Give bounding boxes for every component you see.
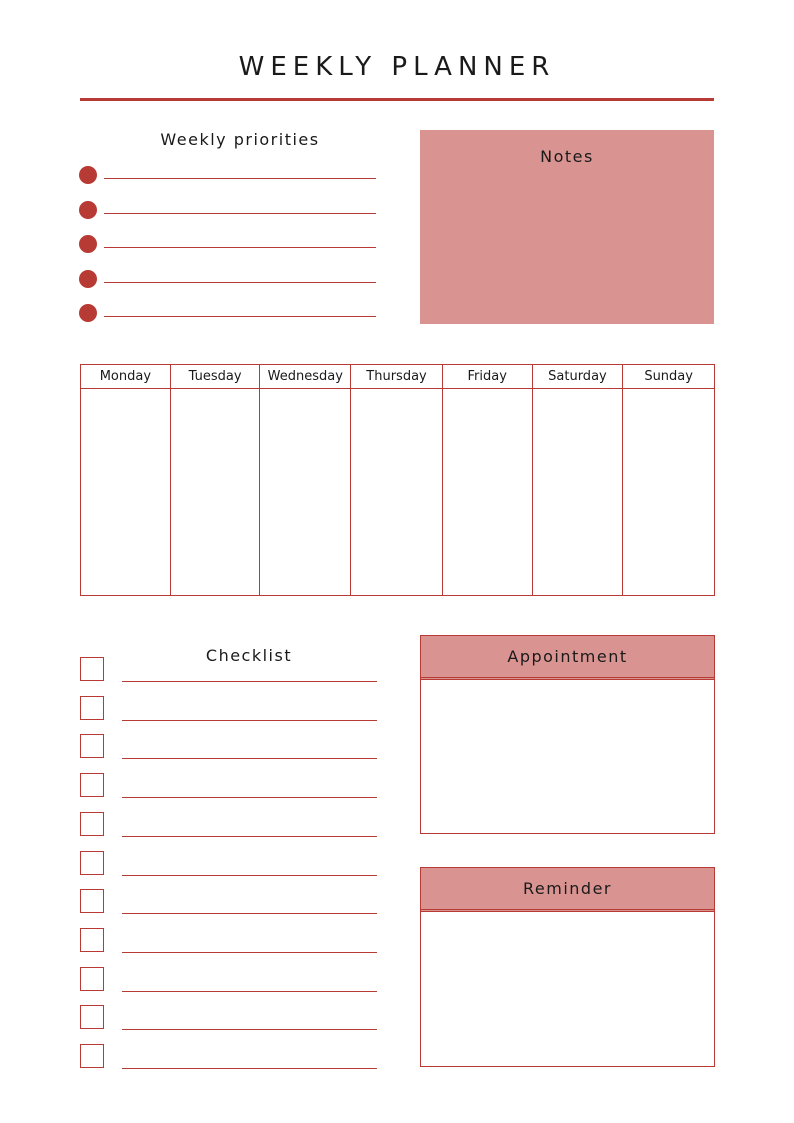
day-column-wednesday[interactable] [260,365,351,595]
day-column-friday[interactable] [443,365,533,595]
appointment-heading: Appointment [421,636,714,680]
priority-writing-line[interactable] [104,282,376,283]
checkbox[interactable] [80,734,104,758]
checklist-writing-line[interactable] [122,952,377,953]
checklist-item[interactable] [80,773,377,797]
priorities-heading: Weekly priorities [160,130,320,149]
day-column-sunday[interactable] [623,365,714,595]
priority-item[interactable] [79,270,377,292]
checklist-item[interactable] [80,657,377,681]
day-column-monday[interactable] [81,365,171,595]
checkbox[interactable] [80,967,104,991]
priority-writing-line[interactable] [104,178,376,179]
day-column-tuesday[interactable] [171,365,261,595]
page-title: WEEKLY PLANNER [238,52,556,82]
checklist-item[interactable] [80,928,377,952]
priority-writing-line[interactable] [104,247,376,248]
day-header: Sunday [623,365,714,389]
priority-item[interactable] [79,304,377,326]
checklist-item[interactable] [80,696,377,720]
checklist-item[interactable] [80,1044,377,1068]
bullet-dot-icon [79,201,97,219]
checklist-item[interactable] [80,967,377,991]
priority-writing-line[interactable] [104,213,376,214]
day-header: Monday [81,365,170,389]
checklist-item[interactable] [80,734,377,758]
priority-writing-line[interactable] [104,316,376,317]
checkbox[interactable] [80,889,104,913]
checkbox[interactable] [80,1044,104,1068]
day-header: Wednesday [260,365,350,389]
checkbox[interactable] [80,1005,104,1029]
priority-item[interactable] [79,235,377,257]
checklist-writing-line[interactable] [122,875,377,876]
bullet-dot-icon [79,304,97,322]
checklist-item[interactable] [80,812,377,836]
checkbox[interactable] [80,773,104,797]
reminder-heading: Reminder [421,868,714,912]
bullet-dot-icon [79,235,97,253]
priority-item[interactable] [79,166,377,188]
notes-heading: Notes [540,147,594,166]
day-header: Thursday [351,365,442,389]
day-header: Saturday [533,365,623,389]
checkbox[interactable] [80,657,104,681]
checkbox[interactable] [80,696,104,720]
checklist-writing-line[interactable] [122,1068,377,1069]
day-column-saturday[interactable] [533,365,624,595]
checklist-item[interactable] [80,1005,377,1029]
reminder-panel[interactable] [420,867,715,1067]
notes-box[interactable] [420,130,714,324]
checklist-writing-line[interactable] [122,797,377,798]
title-divider [80,98,714,101]
day-header: Tuesday [171,365,260,389]
checklist-writing-line[interactable] [122,913,377,914]
checklist-writing-line[interactable] [122,1029,377,1030]
checklist-item[interactable] [80,851,377,875]
checklist-writing-line[interactable] [122,758,377,759]
checkbox[interactable] [80,851,104,875]
bullet-dot-icon [79,166,97,184]
checkbox[interactable] [80,928,104,952]
checklist-writing-line[interactable] [122,836,377,837]
checklist-item[interactable] [80,889,377,913]
bullet-dot-icon [79,270,97,288]
checklist-writing-line[interactable] [122,991,377,992]
appointment-panel[interactable] [420,635,715,834]
day-column-thursday[interactable] [351,365,443,595]
checklist-heading: Checklist [205,646,293,665]
priority-item[interactable] [79,201,377,223]
checkbox[interactable] [80,812,104,836]
checklist-writing-line[interactable] [122,681,377,682]
day-header: Friday [443,365,532,389]
week-table [80,364,715,596]
checklist-writing-line[interactable] [122,720,377,721]
